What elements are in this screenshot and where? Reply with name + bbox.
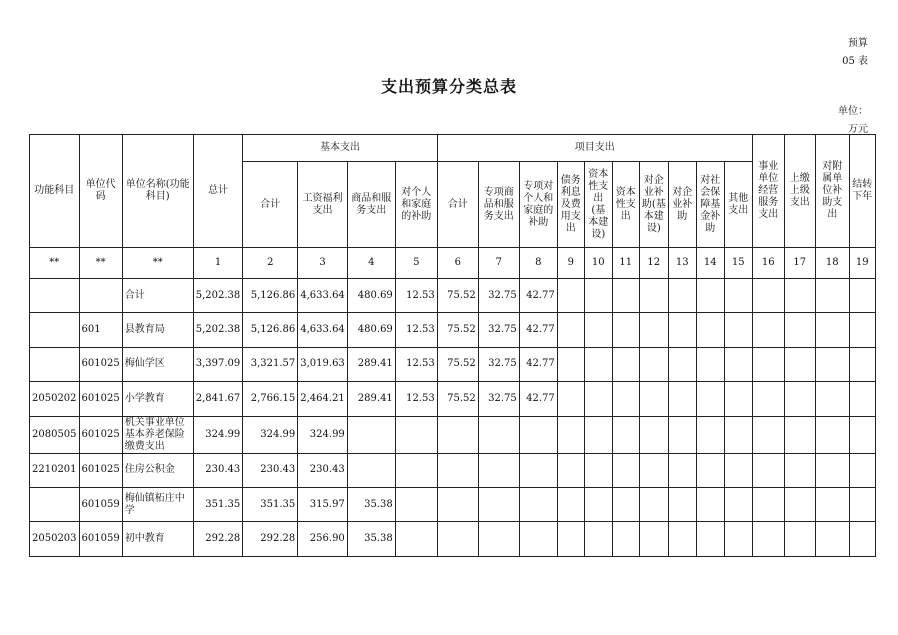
amount-cell [584, 522, 612, 556]
column-index-cell: 9 [557, 248, 584, 279]
amount-cell [584, 453, 612, 487]
column-index-cell: ** [122, 248, 193, 279]
unit-name-cell: 机关事业单位基本养老保险缴费支出 [122, 416, 193, 453]
amount-cell [724, 416, 752, 453]
amount-cell [724, 487, 752, 521]
column-index-cell: 2 [243, 248, 298, 279]
unit-name-cell: 合计 [122, 279, 193, 313]
amount-cell [849, 416, 875, 453]
amount-cell: 2,464.21 [298, 382, 348, 416]
amount-cell [519, 522, 557, 556]
amount-cell [696, 522, 724, 556]
amount-cell [612, 453, 639, 487]
amount-cell: 5,202.38 [193, 279, 243, 313]
amount-cell [696, 382, 724, 416]
amount-cell [815, 487, 849, 521]
amount-cell [815, 279, 849, 313]
amount-cell: 351.35 [243, 487, 298, 521]
header-extra-col: 上缴上级支出 [784, 135, 815, 248]
amount-cell: 3,019.63 [298, 347, 348, 381]
column-index-cell: 18 [815, 248, 849, 279]
amount-cell [784, 279, 815, 313]
amount-cell [557, 453, 584, 487]
amount-cell [752, 279, 784, 313]
amount-cell: 256.90 [298, 522, 348, 556]
amount-cell [752, 487, 784, 521]
amount-cell: 12.53 [395, 382, 437, 416]
column-index-cell: 3 [298, 248, 348, 279]
header-project-col: 专项商品和服务支出 [478, 162, 519, 248]
amount-cell [724, 453, 752, 487]
header-func-subject: 功能科目 [30, 135, 80, 248]
amount-cell: 292.28 [243, 522, 298, 556]
amount-cell: 324.99 [243, 416, 298, 453]
amount-cell [557, 382, 584, 416]
amount-cell: 4,633.64 [298, 313, 348, 347]
amount-cell: 292.28 [193, 522, 243, 556]
func-subject-cell [30, 347, 80, 381]
amount-cell [668, 416, 696, 453]
amount-cell: 32.75 [478, 279, 519, 313]
unit-value: 万元 [848, 124, 868, 135]
amount-cell: 32.75 [478, 382, 519, 416]
amount-cell: 289.41 [347, 347, 395, 381]
amount-cell [724, 279, 752, 313]
amount-cell [395, 522, 437, 556]
amount-cell: 75.52 [437, 347, 478, 381]
amount-cell [639, 279, 668, 313]
table-row [30, 453, 876, 487]
table-number: 05 表 [842, 56, 868, 67]
amount-cell [612, 382, 639, 416]
amount-cell [639, 416, 668, 453]
amount-cell: 289.41 [347, 382, 395, 416]
amount-cell [478, 453, 519, 487]
amount-cell [639, 347, 668, 381]
amount-cell: 315.97 [298, 487, 348, 521]
amount-cell: 3,397.09 [193, 347, 243, 381]
unit-code-cell: 601025 [79, 382, 122, 416]
amount-cell [849, 453, 875, 487]
amount-cell [639, 487, 668, 521]
amount-cell [815, 416, 849, 453]
column-index-cell: 17 [784, 248, 815, 279]
amount-cell: 230.43 [243, 453, 298, 487]
amount-cell [478, 487, 519, 521]
amount-cell: 32.75 [478, 347, 519, 381]
amount-cell [815, 453, 849, 487]
amount-cell: 42.77 [519, 347, 557, 381]
amount-cell [815, 522, 849, 556]
amount-cell [724, 382, 752, 416]
amount-cell [639, 313, 668, 347]
amount-cell: 324.99 [298, 416, 348, 453]
amount-cell [668, 453, 696, 487]
amount-cell: 35.38 [347, 522, 395, 556]
amount-cell [437, 487, 478, 521]
amount-cell [557, 416, 584, 453]
header-extra-col: 对附属单位补助支出 [815, 135, 849, 248]
header-basic-col: 商品和服务支出 [347, 162, 395, 248]
amount-cell [519, 453, 557, 487]
amount-cell: 32.75 [478, 313, 519, 347]
amount-cell [612, 279, 639, 313]
unit-code-cell: 601 [79, 313, 122, 347]
unit-name-cell: 住房公积金 [122, 453, 193, 487]
amount-cell [395, 453, 437, 487]
column-index-cell: 4 [347, 248, 395, 279]
func-subject-cell [30, 487, 80, 521]
amount-cell [557, 313, 584, 347]
column-index-cell: 12 [639, 248, 668, 279]
amount-cell [752, 382, 784, 416]
amount-cell [784, 313, 815, 347]
header-extra-col: 事业单位经营服务支出 [752, 135, 784, 248]
amount-cell: 12.53 [395, 279, 437, 313]
amount-cell [347, 416, 395, 453]
column-index-row [30, 248, 876, 279]
amount-cell [696, 416, 724, 453]
amount-cell [478, 416, 519, 453]
header-project: 项目支出 [437, 135, 752, 162]
amount-cell [395, 416, 437, 453]
column-index-cell: ** [79, 248, 122, 279]
amount-cell [584, 313, 612, 347]
column-index-cell: 14 [696, 248, 724, 279]
amount-cell [752, 522, 784, 556]
func-subject-cell: 2050203 [30, 522, 80, 556]
func-subject-cell [30, 279, 80, 313]
amount-cell [612, 522, 639, 556]
header-project-col: 专项对个人和家庭的补助 [519, 162, 557, 248]
func-subject-cell: 2210201 [30, 453, 80, 487]
amount-cell [784, 382, 815, 416]
amount-cell [784, 453, 815, 487]
header-unit-code: 单位代码 [79, 135, 122, 248]
amount-cell [557, 279, 584, 313]
column-index-cell: 8 [519, 248, 557, 279]
amount-cell: 480.69 [347, 279, 395, 313]
unit-label: 单位： [838, 106, 868, 117]
amount-cell [395, 487, 437, 521]
amount-cell: 42.77 [519, 279, 557, 313]
amount-cell [584, 416, 612, 453]
unit-code-cell: 601025 [79, 453, 122, 487]
amount-cell: 75.52 [437, 279, 478, 313]
func-subject-cell [30, 313, 80, 347]
amount-cell: 3,321.57 [243, 347, 298, 381]
amount-cell [668, 313, 696, 347]
column-index-cell: 6 [437, 248, 478, 279]
column-index-cell: 15 [724, 248, 752, 279]
amount-cell [668, 487, 696, 521]
unit-code-cell: 601059 [79, 522, 122, 556]
amount-cell: 75.52 [437, 382, 478, 416]
column-index-cell: 13 [668, 248, 696, 279]
amount-cell [815, 382, 849, 416]
amount-cell [696, 347, 724, 381]
amount-cell [519, 487, 557, 521]
amount-cell: 351.35 [193, 487, 243, 521]
table-row [30, 313, 876, 347]
header-basic-col: 工资福利支出 [298, 162, 348, 248]
header-basic: 基本支出 [243, 135, 438, 162]
table-number-label: 预算 [848, 38, 868, 49]
header-unit-name: 单位名称(功能科目) [122, 135, 193, 248]
amount-cell: 12.53 [395, 313, 437, 347]
amount-cell: 5,202.38 [193, 313, 243, 347]
unit-name-cell: 梅仙镇柘庄中学 [122, 487, 193, 521]
amount-cell [557, 347, 584, 381]
amount-cell [724, 347, 752, 381]
table-row [30, 347, 876, 381]
column-index-cell: 10 [584, 248, 612, 279]
amount-cell [612, 416, 639, 453]
amount-cell [696, 487, 724, 521]
unit-code-cell: 601025 [79, 347, 122, 381]
amount-cell: 12.53 [395, 347, 437, 381]
amount-cell [584, 382, 612, 416]
amount-cell [668, 382, 696, 416]
amount-cell: 230.43 [298, 453, 348, 487]
amount-cell [696, 313, 724, 347]
unit-code-cell: 601025 [79, 416, 122, 453]
amount-cell [849, 347, 875, 381]
amount-cell [849, 487, 875, 521]
table-row [30, 279, 876, 313]
unit-name-cell: 小学教育 [122, 382, 193, 416]
amount-cell [478, 522, 519, 556]
amount-cell [849, 279, 875, 313]
header-total: 总计 [193, 135, 243, 248]
amount-cell: 2,841.67 [193, 382, 243, 416]
unit-code-cell [79, 279, 122, 313]
amount-cell [752, 313, 784, 347]
table-row [30, 382, 876, 416]
amount-cell [584, 347, 612, 381]
amount-cell [752, 347, 784, 381]
header-project-col: 资本性支出 [612, 162, 639, 248]
amount-cell [849, 313, 875, 347]
amount-cell [612, 347, 639, 381]
amount-cell [437, 453, 478, 487]
amount-cell [784, 416, 815, 453]
amount-cell [815, 347, 849, 381]
header-project-col: 债务利息及费用支出 [557, 162, 584, 248]
amount-cell [784, 487, 815, 521]
unit-name-cell: 初中教育 [122, 522, 193, 556]
header-project-col: 对企业补助(基本建设) [639, 162, 668, 248]
column-index-cell: 16 [752, 248, 784, 279]
header-project-col: 资本性支出(基本建设) [584, 162, 612, 248]
amount-cell [815, 313, 849, 347]
amount-cell [612, 487, 639, 521]
amount-cell [639, 382, 668, 416]
amount-cell: 2,766.15 [243, 382, 298, 416]
amount-cell [557, 522, 584, 556]
amount-cell [584, 279, 612, 313]
func-subject-cell: 2050202 [30, 382, 80, 416]
header-project-col: 合计 [437, 162, 478, 248]
header-extra-col: 结转下年 [849, 135, 875, 248]
amount-cell [437, 522, 478, 556]
amount-cell: 5,126.86 [243, 313, 298, 347]
amount-cell [519, 416, 557, 453]
amount-cell [724, 313, 752, 347]
amount-cell [696, 279, 724, 313]
amount-cell: 5,126.86 [243, 279, 298, 313]
amount-cell: 324.99 [193, 416, 243, 453]
amount-cell [696, 453, 724, 487]
amount-cell [557, 487, 584, 521]
amount-cell [668, 279, 696, 313]
column-index-cell: 11 [612, 248, 639, 279]
amount-cell: 42.77 [519, 313, 557, 347]
table-row [30, 487, 876, 521]
column-index-cell: 1 [193, 248, 243, 279]
amount-cell: 230.43 [193, 453, 243, 487]
amount-cell: 42.77 [519, 382, 557, 416]
amount-cell [849, 382, 875, 416]
header-project-col: 其他支出 [724, 162, 752, 248]
unit-name-cell: 梅仙学区 [122, 347, 193, 381]
header-project-col: 对企业补助 [668, 162, 696, 248]
column-index-cell: 19 [849, 248, 875, 279]
column-index-cell: 7 [478, 248, 519, 279]
amount-cell [668, 347, 696, 381]
amount-cell [639, 522, 668, 556]
column-index-cell: ** [30, 248, 80, 279]
amount-cell: 480.69 [347, 313, 395, 347]
amount-cell [849, 522, 875, 556]
amount-cell [668, 522, 696, 556]
amount-cell [612, 313, 639, 347]
header-project-col: 对社会保障基金补助 [696, 162, 724, 248]
table-row [30, 416, 876, 453]
expenditure-table [29, 134, 876, 557]
header-basic-col: 对个人和家庭的补助 [395, 162, 437, 248]
table-row [30, 522, 876, 556]
column-index-cell: 5 [395, 248, 437, 279]
amount-cell [347, 453, 395, 487]
amount-cell [584, 487, 612, 521]
amount-cell [752, 453, 784, 487]
page-title: 支出预算分类总表 [380, 77, 517, 96]
amount-cell: 4,633.64 [298, 279, 348, 313]
amount-cell [724, 522, 752, 556]
amount-cell: 35.38 [347, 487, 395, 521]
unit-code-cell: 601059 [79, 487, 122, 521]
amount-cell: 75.52 [437, 313, 478, 347]
unit-name-cell: 县教育局 [122, 313, 193, 347]
header-basic-col: 合计 [243, 162, 298, 248]
amount-cell [752, 416, 784, 453]
amount-cell [639, 453, 668, 487]
amount-cell [784, 522, 815, 556]
amount-cell [784, 347, 815, 381]
func-subject-cell: 2080505 [30, 416, 80, 453]
amount-cell [437, 416, 478, 453]
